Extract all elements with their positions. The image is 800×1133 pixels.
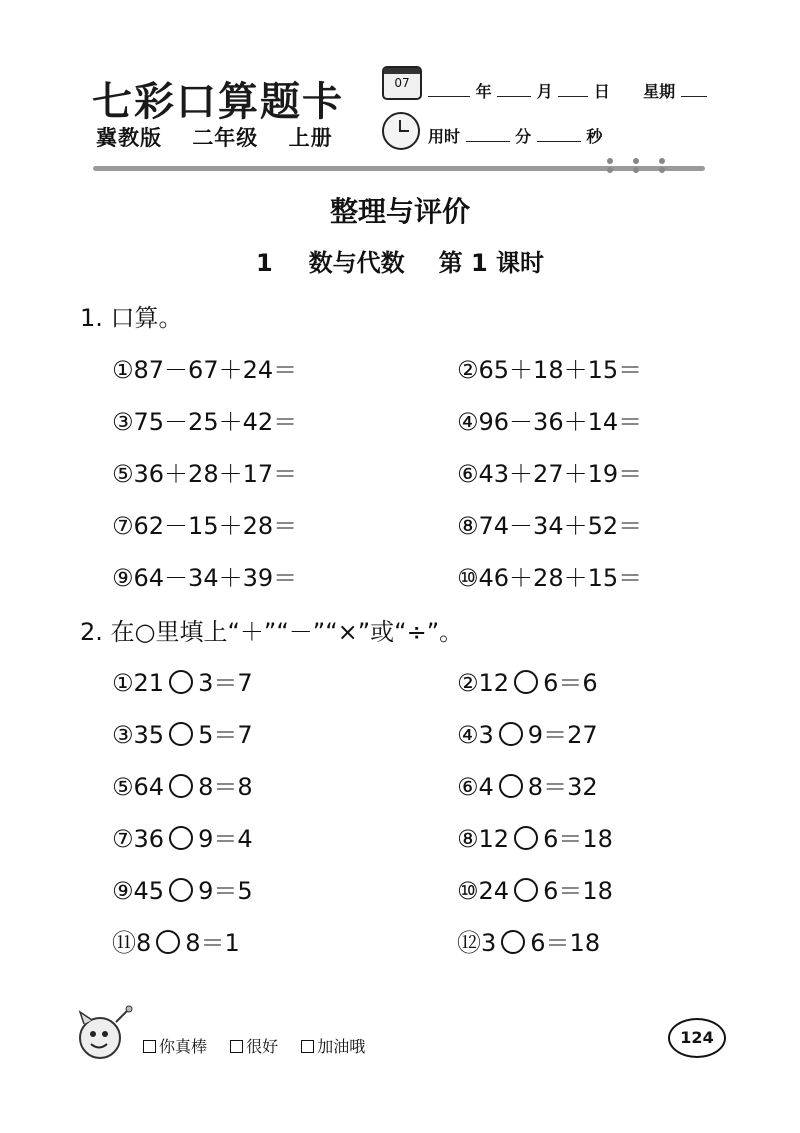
operator-problem: ⑩24 6＝18 <box>457 877 613 905</box>
operator-circle[interactable] <box>514 878 538 902</box>
question-1-heading: 1. 口算。 <box>80 304 183 332</box>
operator-circle[interactable] <box>169 722 193 746</box>
problem-item: ③75－25＋42＝ <box>112 408 298 436</box>
operator-problem: ②12 6＝6 <box>457 669 598 697</box>
question-2-heading: 2. 在○里填上“＋”“－”“×”或“÷”。 <box>80 618 464 646</box>
problem-item: ⑤36＋28＋17＝ <box>112 460 298 488</box>
operator-problem: ⑨45 9＝5 <box>112 877 253 905</box>
day-label: 日 <box>593 82 610 101</box>
operator-problem: ⑧12 6＝18 <box>457 825 613 853</box>
operator-circle[interactable] <box>501 930 525 954</box>
operator-circle[interactable] <box>169 878 193 902</box>
minutes-label: 分 <box>515 127 532 146</box>
problem-item: ⑥43＋27＋19＝ <box>457 460 643 488</box>
operator-circle[interactable] <box>514 826 538 850</box>
operator-problem: ⑦36 9＝4 <box>112 825 253 853</box>
rating-option[interactable]: 很好 <box>230 1037 278 1056</box>
binder-ring-icon <box>659 158 665 180</box>
problem-item: ⑩46＋28＋15＝ <box>457 564 643 592</box>
operator-circle[interactable] <box>499 774 523 798</box>
weekday-blank[interactable] <box>681 82 707 97</box>
calendar-day: 07 <box>394 76 410 90</box>
rating-option[interactable]: 你真棒 <box>143 1037 207 1056</box>
operator-circle[interactable] <box>514 670 538 694</box>
problem-item: ①87－67＋24＝ <box>112 356 298 384</box>
problem-item: ④96－36＋14＝ <box>457 408 643 436</box>
page-number: 124 <box>668 1018 726 1058</box>
self-rating <box>143 1034 383 1057</box>
header-divider <box>93 166 705 171</box>
month-label: 月 <box>536 82 553 101</box>
checkbox-icon[interactable] <box>230 1040 243 1053</box>
operator-circle[interactable] <box>499 722 523 746</box>
month-blank[interactable] <box>497 82 531 97</box>
checkbox-icon[interactable] <box>301 1040 314 1053</box>
date-fields <box>428 79 707 102</box>
rating-option[interactable]: 加油哦 <box>301 1037 365 1056</box>
binder-ring-icon <box>607 158 613 180</box>
seconds-blank[interactable] <box>537 127 581 142</box>
year-blank[interactable] <box>428 82 470 97</box>
mascot-icon <box>72 1004 134 1064</box>
page-title: 整理与评价 <box>329 195 470 228</box>
time-used-label: 用时 <box>428 127 461 146</box>
weekday-label: 星期 <box>643 82 676 101</box>
seconds-label: 秒 <box>586 127 603 146</box>
brand-title: 七彩口算题卡 <box>92 79 344 125</box>
day-blank[interactable] <box>558 82 588 97</box>
edition-grade: 二年级 <box>192 126 259 150</box>
operator-circle[interactable] <box>169 774 193 798</box>
problem-item: ⑧74－34＋52＝ <box>457 512 643 540</box>
operator-circle[interactable] <box>169 826 193 850</box>
operator-problem: ①21 3＝7 <box>112 669 253 697</box>
operator-circle[interactable] <box>169 670 193 694</box>
operator-problem: ⑥4 8＝32 <box>457 773 598 801</box>
operator-problem: ⑫3 6＝18 <box>457 929 601 957</box>
problem-item: ⑨64－34＋39＝ <box>112 564 298 592</box>
lesson-subtitle <box>0 243 800 278</box>
operator-problem: ⑪8 8＝1 <box>112 929 240 957</box>
edition-info <box>96 122 355 152</box>
clock-icon <box>382 112 420 150</box>
problem-item: ⑦62－15＋28＝ <box>112 512 298 540</box>
checkbox-icon[interactable] <box>143 1040 156 1053</box>
year-label: 年 <box>475 82 492 101</box>
calendar-icon <box>382 66 422 100</box>
minutes-blank[interactable] <box>466 127 510 142</box>
edition-volume: 上册 <box>288 126 333 150</box>
operator-circle[interactable] <box>156 930 180 954</box>
operator-problem: ⑤64 8＝8 <box>112 773 253 801</box>
unit-name: 数与代数 <box>308 249 405 277</box>
operator-problem: ④3 9＝27 <box>457 721 598 749</box>
edition-publisher: 冀教版 <box>96 126 162 150</box>
time-fields <box>428 124 602 147</box>
unit-number: 1 <box>255 249 273 277</box>
operator-problem: ③35 5＝7 <box>112 721 253 749</box>
lesson-number: 第 1 课时 <box>438 249 545 277</box>
problem-item: ②65＋18＋15＝ <box>457 356 643 384</box>
binder-ring-icon <box>633 158 639 180</box>
